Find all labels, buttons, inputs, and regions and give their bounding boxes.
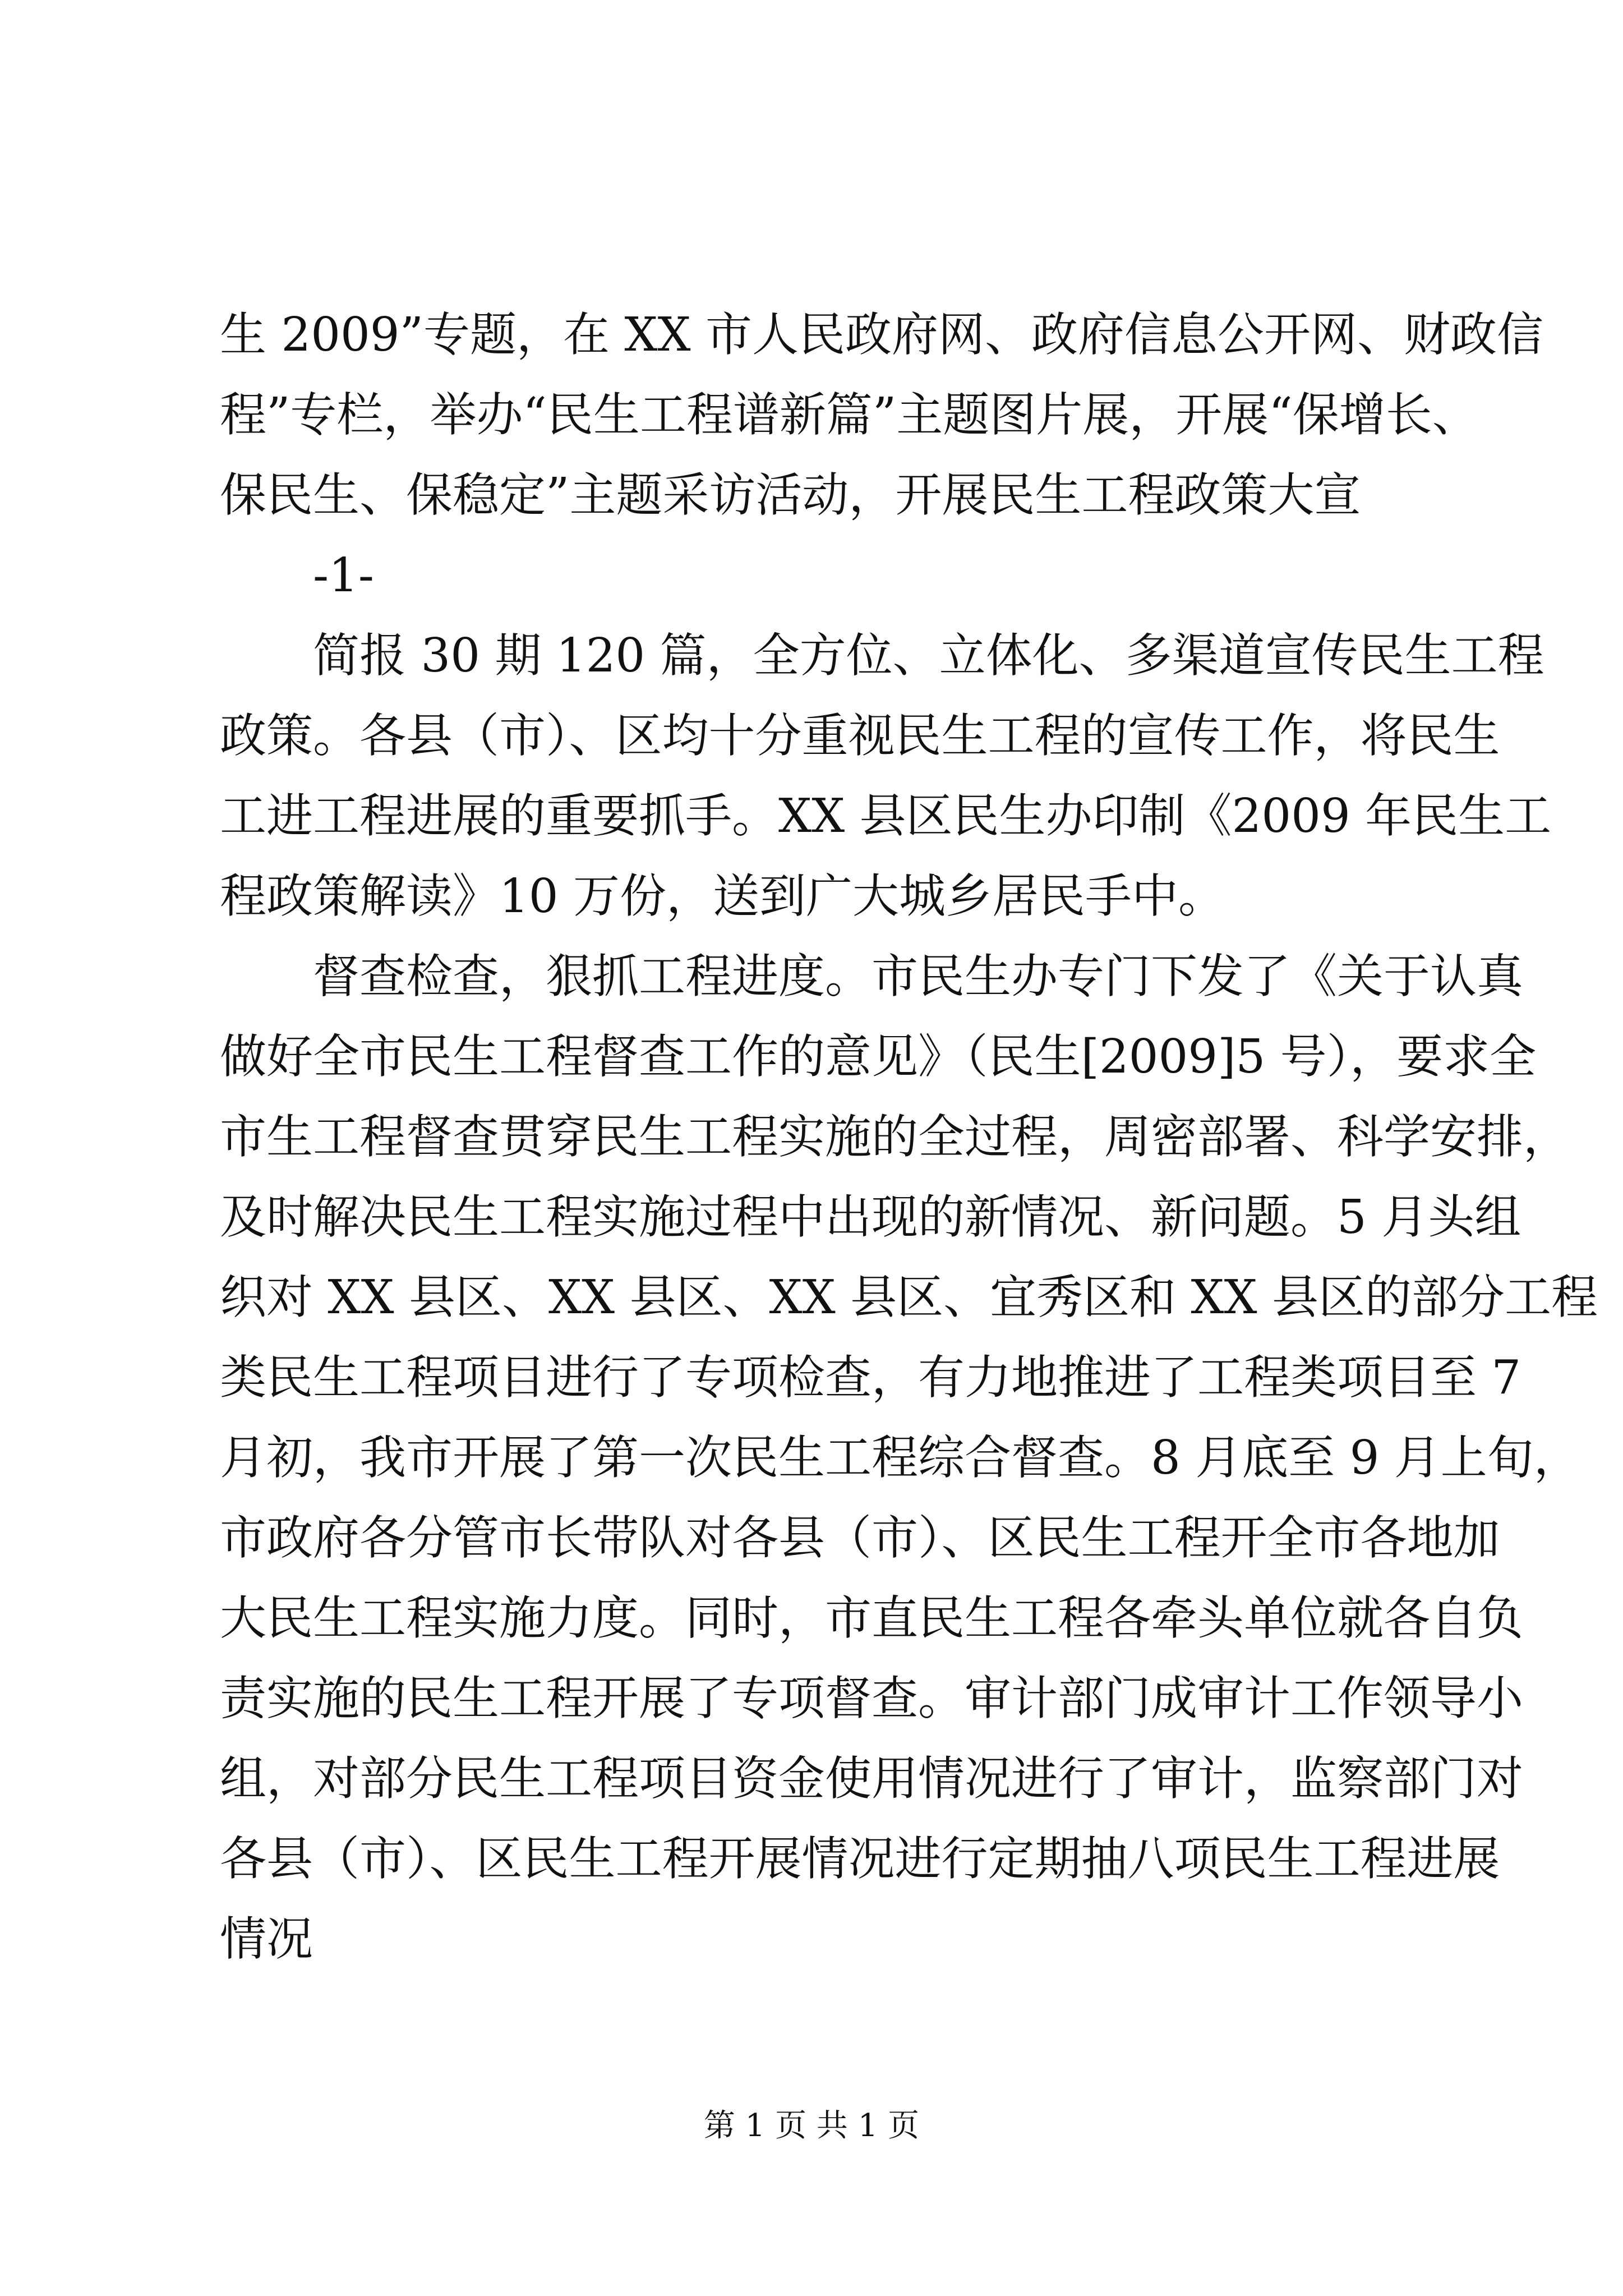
- text-line: 督查检查，狠抓工程进度。市民生办专门下发了《关于认真: [313, 949, 1523, 1004]
- page-marker: -1-: [313, 548, 374, 602]
- text-line: 市政府各分管市长带队对各县（市）、区民生工程开全市各地加: [220, 1511, 1500, 1565]
- text-line: 做好全市民生工程督查工作的意见》（民生[2009]5 号），要求全: [220, 1029, 1537, 1084]
- text-line: 大民生工程实施力度。同时，市直民生工程各牵头单位就各自负: [220, 1591, 1523, 1645]
- text-line: 政策。各县（市）、区均十分重视民生工程的宣传工作，将民生: [220, 708, 1500, 763]
- text-line: 类民生工程项目进行了专项检查，有力地推进了工程类项目至 7: [220, 1350, 1521, 1405]
- text-line: 生 2009”专题，在 XX 市人民政府网、政府信息公开网、财政信: [220, 307, 1543, 362]
- page-number-label: 第 1 页 共 1 页: [703, 2108, 920, 2144]
- text-line: 月初，我市开展了第一次民生工程综合督查。8 月底至 9 月上旬，: [220, 1430, 1580, 1485]
- text-line: 组，对部分民生工程项目资金使用情况进行了审计，监察部门对: [220, 1751, 1523, 1806]
- text-line: 简报 30 期 120 篇，全方位、立体化、多渠道宣传民生工程: [313, 628, 1544, 683]
- text-line: 各县（市）、区民生工程开展情况进行定期抽八项民生工程进展: [220, 1832, 1500, 1886]
- text-line: 市生工程督查贯穿民生工程实施的全过程，周密部署、科学安排，: [220, 1110, 1570, 1164]
- text-line: 工进工程进展的重要抓手。XX 县区民生办印制《2009 年民生工: [220, 789, 1552, 843]
- page-footer: [0, 2104, 1623, 2148]
- text-line: 保民生、保稳定”主题采访活动，开展民生工程政策大宣: [220, 468, 1361, 522]
- text-line: 程”专栏，举办“民生工程谱新篇”主题图片展，开展“保增长、: [220, 388, 1479, 442]
- text-line: 织对 XX 县区、XX 县区、XX 县区、宜秀区和 XX 县区的部分工程: [220, 1270, 1598, 1324]
- text-line: 程政策解读》10 万份，送到广大城乡居民手中。: [220, 869, 1225, 923]
- text-line: 情况: [220, 1912, 313, 1966]
- text-line: 责实施的民生工程开展了专项督查。审计部门成审计工作领导小: [220, 1671, 1523, 1726]
- text-line: 及时解决民生工程实施过程中出现的新情况、新问题。5 月头组: [220, 1190, 1521, 1244]
- document-body: [220, 295, 1598, 1979]
